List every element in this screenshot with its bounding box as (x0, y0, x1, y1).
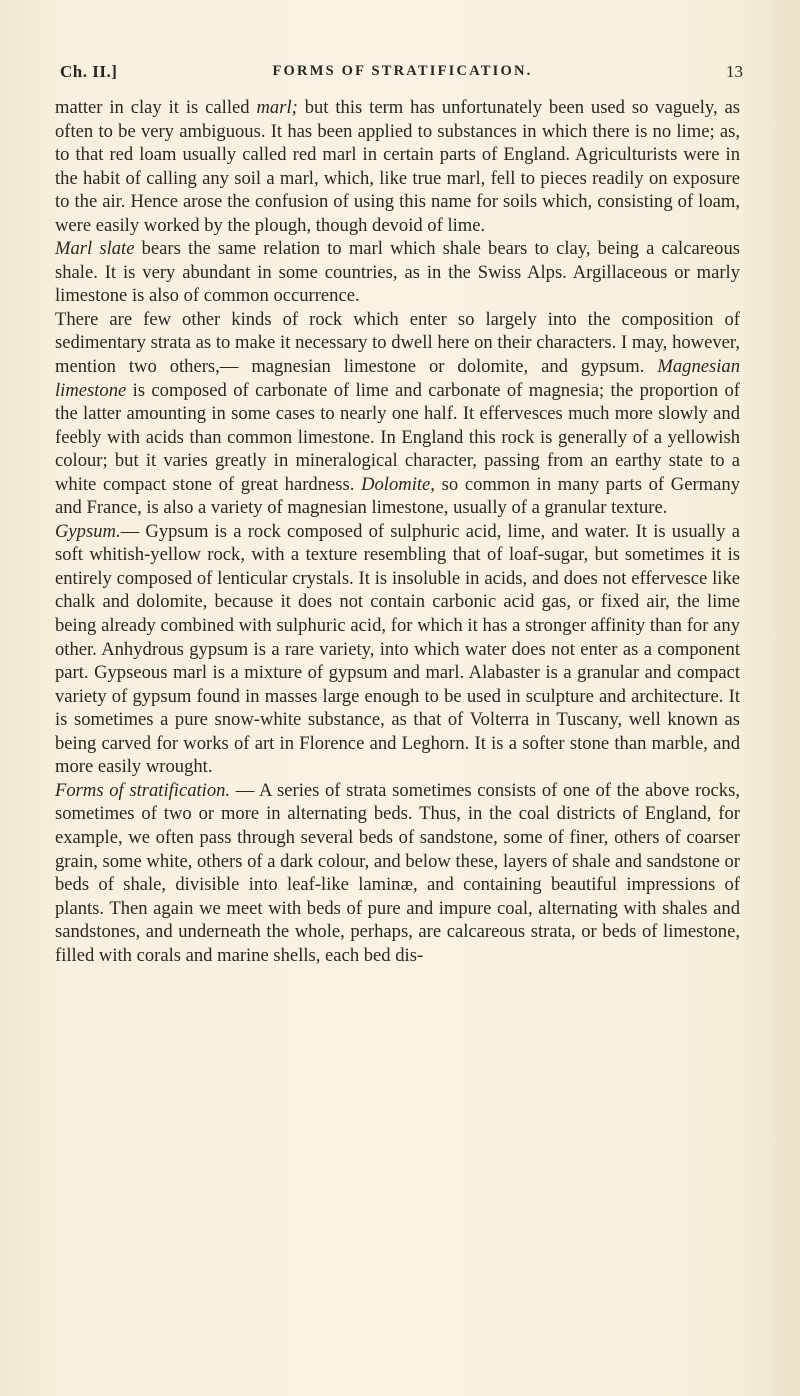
running-header (60, 62, 745, 90)
text-run: is composed of carbonate of lime and carbonate of magnesia; the proportion of the latter amounting in some cases to nearly one half. It effervesces much more slowly and feebly with acids than common limestone. In England this rock is generally of a yellowish colour; but it varies greatly in mineralogical character, passing from an earthy state to a white compact stone of great hardness. (55, 379, 740, 495)
paragraph (55, 308, 740, 520)
text-run: — Gypsum is a rock composed of sulphuric acid, lime, and water. It is usually a soft whitish-yellow rock, with a texture resembling that of loaf-sugar, but sometimes it is entirely composed of lenticular crystals. It is insoluble in acids, and does not effervesce like chalk and dolomite, because it does not contain carbonic acid gas, or fixed air, the lime being already combined with sulphuric acid, for which it has a stronger affinity than for any other. Anhydrous gypsum is a rare variety, into which water does not enter as a component part. Gypseous marl is a mixture of gypsum and marl. Alabaster is a granular and compact variety of gypsum found in masses large enough to be used in sculpture and architecture. It is sometimes a pure snow-white substance, as that of Volterra in Tuscany, well known as being carved for works of art in Florence and Leghorn. It is a softer stone than marble, and more easily wrought. (55, 520, 740, 778)
paragraph (55, 96, 740, 237)
italic-term: Magnesian limestone (55, 356, 740, 401)
text-run: but this term has unfortunately been used so vaguely, as often to be very ambiguous. It has been applied to substances in which there is no lime; as, to that red loam usually called red marl in certain parts of England. Agriculturists were in the habit of calling any soil a marl, which, like true marl, fell to pieces readily on exposure to the air. Hence arose the confusion of using this name for soils which, consisting of loam, were easily worked by the plough, though devoid of lime. (55, 97, 741, 236)
text-run: bears the same relation to marl which shale bears to clay, being a calcareous shale. It is very abundant in some countries, as in the Swiss Alps. Argillaceous or marly limestone is also of common occurrence. (55, 238, 740, 307)
paragraph (55, 779, 740, 967)
italic-term: Dolomite, (361, 473, 435, 495)
text-run: — A series of strata sometimes consists of one of the above rocks, sometimes of two or more in alternating beds. Thus, in the coal districts of England, for example, we often pass through several beds of sandstone, some of finer, others of coarser grain, some white, others of a dark colour, and below these, layers of shale and sandstone or beds of shale, divisible into leaf-like laminæ, and containing beautiful impressions of plants. Then again we meet with beds of pure and impure coal, alternating with shales and sandstones, and underneath the whole, perhaps, are calcareous strata, or beds of limestone, filled with corals and marine shells, each bed dis- (55, 779, 740, 966)
body-text (55, 96, 740, 967)
running-title: FORMS OF STRATIFICATION. (272, 63, 533, 79)
text-run: so common in many parts of Germany and France, is also a variety of magnesian limestone, usually of a granular texture. (55, 473, 740, 519)
text-run: matter in clay it is called (55, 97, 257, 118)
italic-term: Gypsum. (55, 520, 121, 542)
italic-term: Marl slate (55, 238, 135, 260)
italic-term: Forms of stratification. (55, 779, 231, 801)
text-run: There are few other kinds of rock which enter so largely into the composition of sedimentary strata as to make it necessary to dwell here on their characters. I may, however, mention two others,— magnesian limestone or dolomite, and gypsum. (55, 308, 740, 378)
italic-term: marl; (256, 97, 298, 118)
page-number: 13 (726, 62, 743, 81)
paragraph (55, 520, 740, 779)
chapter-label: Ch. II.] (60, 62, 118, 81)
paragraph (55, 237, 740, 308)
